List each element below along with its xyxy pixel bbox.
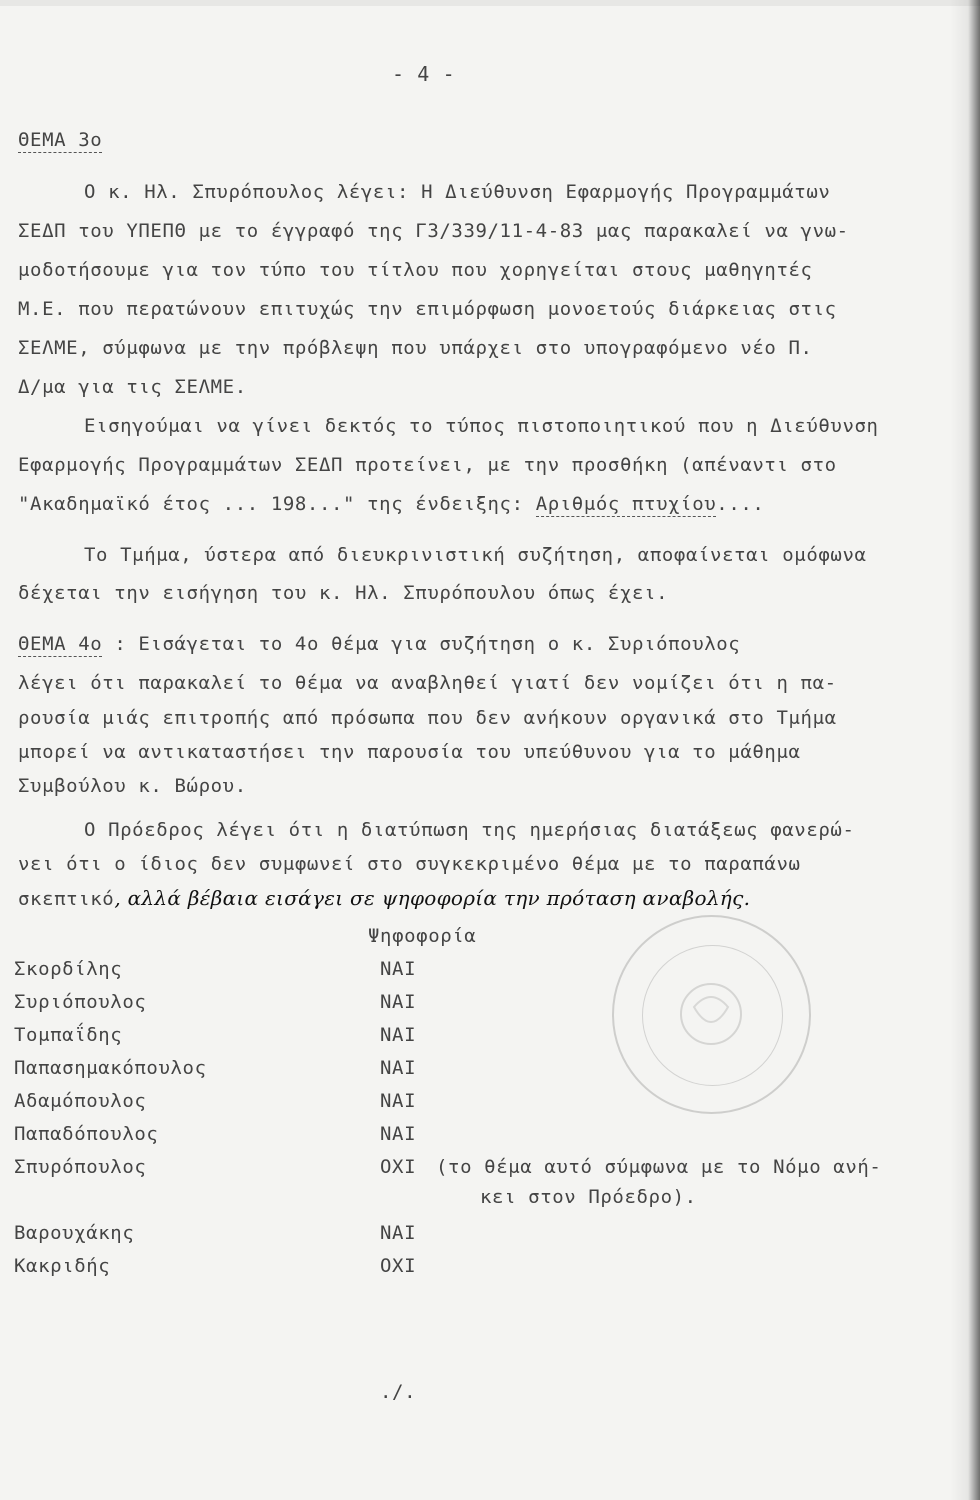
topic3-p1-line6: Δ/μα για τις ΣΕΛΜΕ.: [18, 376, 247, 398]
degree-number-label: Αριθμός πτυχίου: [535, 493, 717, 515]
voter-name: Σκορδίλης: [14, 958, 123, 980]
topic3-p3-line2: δέχεται την εισήγηση του κ. Ηλ. Σπυρόπουλου όπως έχει.: [18, 582, 669, 604]
voter-vote: ΝΑΙ: [380, 1222, 417, 1244]
voter-vote: ΟΧΙ: [380, 1255, 417, 1277]
topic3-p1-line2: ΣΕΔΠ του ΥΠΕΠΘ με το έγγραφό της Γ3/339/11-4-83 μας παρακαλεί να γνω-: [18, 220, 849, 242]
voter-vote: ΝΑΙ: [380, 991, 417, 1013]
topic4-p1-line2: ρουσία μιάς επιτροπής από πρόσωπα που δεν ανήκουν οργανικά στο Τμήμα: [18, 707, 837, 729]
voter-vote: ΝΑΙ: [380, 1090, 417, 1112]
voter-name: Αδαμόπουλος: [14, 1090, 147, 1112]
vote-title: Ψηφοφορία: [368, 925, 477, 947]
stamp-emblem-icon: [614, 917, 809, 1112]
topic3-heading: [18, 128, 102, 152]
topic3-p1-line3: μοδοτήσουμε για τον τύπο του τίτλου που χορηγείται στους μαθηγητές: [18, 259, 813, 281]
continuation-mark: ./.: [380, 1381, 417, 1403]
voter-vote: ΝΑΙ: [380, 1057, 417, 1079]
topic4-first-line: [18, 632, 740, 656]
topic4-p1-line1: λέγει ότι παρακαλεί το θέμα να αναβληθεί γιατί δεν νομίζει ότι η πα-: [18, 672, 837, 694]
topic3-p2-line2: Εφαρμογής Προγραμμάτων ΣΕΔΠ προτείνει, με την προσθήκη (απέναντι στο: [18, 454, 837, 476]
topic3-p1-line4: Μ.Ε. που περατώνουν επιτυχώς την επιμόρφωση μονοετούς διάρκειας στις: [18, 298, 837, 320]
topic3-p1-line5: ΣΕΛΜΕ, σύμφωνα με την πρόβλεψη που υπάρχει στο υπογραφόμενο νέο Π.: [18, 337, 813, 359]
voter-name: Βαρουχάκης: [14, 1222, 135, 1244]
topic3-p1-line1: Ο κ. Ηλ. Σπυρόπουλος λέγει: Η Διεύθυνση Εφαρμογής Προγραμμάτων: [84, 181, 831, 203]
topic3-heading-text: ΘΕΜΑ 3ο: [18, 129, 103, 151]
voter-name: Σπυρόπουλος: [14, 1156, 147, 1178]
topic3-p2-suffix: ....: [716, 493, 765, 515]
handwritten-addition: , αλλά βέβαια εισάγει σε ψηφοφορία την πρόταση αναβολής.: [114, 886, 751, 910]
topic4-p2-line1: Ο Πρόεδρος λέγει ότι η διατύπωση της ημερήσιας διατάξεως φανερώ-: [84, 819, 855, 841]
topic4-p2-line2: νει ότι ο ίδιος δεν συμφωνεί στο συγκεκριμένο θέμα με το παραπάνω: [18, 853, 801, 875]
topic4-heading: ΘΕΜΑ 4ο: [18, 633, 103, 655]
scan-edge-right: [950, 0, 980, 1500]
official-stamp: [612, 915, 811, 1114]
topic4-p2-typed: σκεπτικό: [18, 888, 115, 910]
topic4-intro: : Εισάγεται το 4ο θέμα για συζήτηση ο κ. Συριόπουλος: [102, 633, 741, 655]
topic3-p2-prefix: "Ακαδημαϊκό έτος ... 198..." της ένδειξης:: [18, 493, 536, 515]
page-number: - 4 -: [392, 62, 456, 86]
voter-name: Τομπαΐδης: [14, 1024, 123, 1046]
voter-name: Παπαδόπουλος: [14, 1123, 159, 1145]
vote-note-line2: κει στον Πρόεδρο).: [480, 1186, 697, 1208]
voter-vote: ΟΧΙ: [380, 1156, 417, 1178]
voter-name: Παπασημακόπουλος: [14, 1057, 207, 1079]
voter-vote: ΝΑΙ: [380, 1024, 417, 1046]
voter-name: Συριόπουλος: [14, 991, 147, 1013]
topic3-p2-line1: Εισηγούμαι να γίνει δεκτός το τύπος πιστοποιητικού που η Διεύθυνση: [84, 415, 879, 437]
voter-vote: ΝΑΙ: [380, 1123, 417, 1145]
topic4-p1-line4: Συμβούλου κ. Βώρου.: [18, 775, 247, 797]
topic3-p2-line3: [18, 492, 764, 516]
voter-vote: ΝΑΙ: [380, 958, 417, 980]
voter-name: Κακριδής: [14, 1255, 111, 1277]
vote-note-line1: (το θέμα αυτό σύμφωνα με το Νόμο ανή-: [436, 1156, 882, 1178]
topic3-p3-line1: Το Τμήμα, ύστερα από διευκρινιστική συζήτηση, αποφαίνεται ομόφωνα: [84, 544, 867, 566]
topic4-p2-line3: [18, 886, 750, 911]
scan-edge-top: [0, 0, 980, 6]
topic4-p1-line3: μπορεί να αντικαταστήσει την παρουσία του υπεύθυνου για το μάθημα: [18, 741, 801, 763]
